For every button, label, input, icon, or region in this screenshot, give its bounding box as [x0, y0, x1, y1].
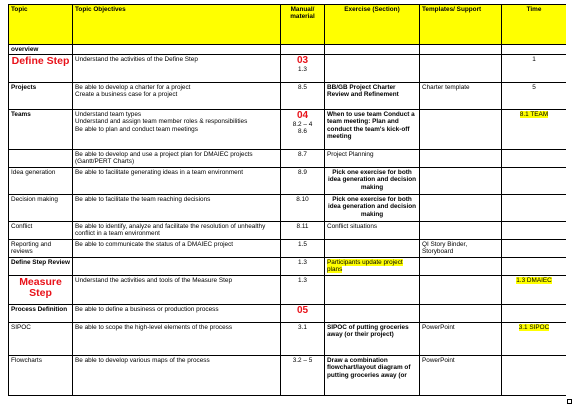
idea-generation-exercise: Pick one exercise for both idea generation and decision making [325, 168, 420, 195]
projects-template: Charter template [420, 83, 502, 110]
projects-manual: 8.5 [281, 83, 325, 110]
decision-making-manual: 8.10 [281, 195, 325, 222]
reporting-topic: Reporting and reviews [9, 240, 73, 258]
table-row [9, 258, 567, 276]
table-row [9, 110, 567, 150]
header-time: Time [502, 5, 567, 45]
header-manual: Manual/ material [281, 5, 325, 45]
table-row [9, 276, 567, 305]
conflict-exercise: Conflict situations [325, 222, 420, 240]
measure-step-objective: Understand the activities and tools of the Measure Step [73, 276, 281, 305]
idea-generation-topic: Idea generation [9, 168, 73, 195]
flowcharts-template: PowerPoint [420, 356, 502, 396]
project-plan-manual: 8.7 [281, 150, 325, 168]
define-step-objective: Understand the activities of the Define Step [73, 55, 281, 83]
teams-time: 8.1 TEAM [502, 110, 567, 150]
decision-making-topic: Decision making [9, 195, 73, 222]
header-row [9, 5, 567, 45]
process-definition-manual: 05 [281, 305, 325, 323]
idea-generation-manual: 8.9 [281, 168, 325, 195]
define-step-topic: Define Step [9, 55, 73, 83]
corner-square-icon [567, 399, 572, 404]
overview-row [9, 45, 567, 55]
projects-topic: Projects [9, 83, 73, 110]
define-step-time: 1 [502, 55, 567, 83]
flowcharts-objective: Be able to develop various maps of the process [73, 356, 281, 396]
table-row [9, 150, 567, 168]
header-topic: Topic [9, 5, 73, 45]
teams-exercise: When to use team Conduct a team meeting: Plan and conduct the team's kick-off meeting [325, 110, 420, 150]
define-review-exercise: Participants update project plans [325, 258, 420, 276]
define-review-topic: Define Step Review [9, 258, 73, 276]
flowcharts-manual: 3.2 – 5 [281, 356, 325, 396]
overview-label: overview [9, 45, 73, 55]
conflict-topic: Conflict [9, 222, 73, 240]
sipoc-topic: SIPOC [9, 323, 73, 356]
reporting-objective: Be able to communicate the status of a DMAIEC project [73, 240, 281, 258]
conflict-objective: Be able to identify, analyze and facilitate the resolution of unhealthy conflict in a team environment [73, 222, 281, 240]
conflict-manual: 8.11 [281, 222, 325, 240]
define-step-manual [281, 55, 325, 83]
header-exercise: Exercise (Section) [325, 5, 420, 45]
define-step-manual-small: 1.3 [298, 66, 307, 74]
sipoc-objective: Be able to scope the high-level elements of the process [73, 323, 281, 356]
process-definition-objective: Be able to define a business or production process [73, 305, 281, 323]
decision-making-objective: Be able to facilitate the team reaching decisions [73, 195, 281, 222]
reporting-template: QI Story Binder, Storyboard [420, 240, 502, 258]
table-row [9, 323, 567, 356]
course-outline-sheet [8, 4, 566, 399]
table-row [9, 168, 567, 195]
measure-step-time: 1.3 DMAIEC [502, 276, 567, 305]
table-row [9, 305, 567, 323]
sipoc-time: 3.1 SIPOC [502, 323, 567, 356]
reporting-manual: 1.5 [281, 240, 325, 258]
decision-making-exercise: Pick one exercise for both idea generation and decision making [325, 195, 420, 222]
idea-generation-objective: Be able to facilitate generating ideas in a team environment [73, 168, 281, 195]
flowcharts-topic: Flowcharts [9, 356, 73, 396]
project-plan-exercise: Project Planning [325, 150, 420, 168]
teams-topic: Teams [9, 110, 73, 150]
flowcharts-exercise: Draw a combination flowchart/layout diagram of putting groceries away (or [325, 356, 420, 396]
sipoc-manual: 3.1 [281, 323, 325, 356]
sipoc-exercise: SIPOC of putting groceries away (or their project) [325, 323, 420, 356]
teams-manual: 04 8.2 – 4 8.6 [281, 110, 325, 150]
sipoc-template: PowerPoint [420, 323, 502, 356]
projects-exercise: BB/GB Project Charter Review and Refinement [325, 83, 420, 110]
teams-objective: Understand team types Understand and assign team member roles & responsibilities Be able to plan and conduct team meetings [73, 110, 281, 150]
define-step-manual-big: 03 [296, 55, 309, 67]
projects-objective: Be able to develop a charter for a project Create a business case for a project [73, 83, 281, 110]
projects-time: 5 [502, 83, 567, 110]
table-row [9, 222, 567, 240]
process-definition-topic: Process Definition [9, 305, 73, 323]
define-review-manual: 1.3 [281, 258, 325, 276]
table-row [9, 83, 567, 110]
table-row [9, 356, 567, 396]
table-row [9, 55, 567, 83]
header-templates: Templates/ Support [420, 5, 502, 45]
table-row [9, 240, 567, 258]
measure-step-topic: Measure Step [9, 276, 73, 305]
course-outline-table [8, 4, 566, 396]
measure-step-manual: 1.3 [281, 276, 325, 305]
table-row [9, 195, 567, 222]
project-plan-objective: Be able to develop and use a project plan for DMAIEC projects (Gantt/PERT Charts) [73, 150, 281, 168]
header-objectives: Topic Objectives [73, 5, 281, 45]
